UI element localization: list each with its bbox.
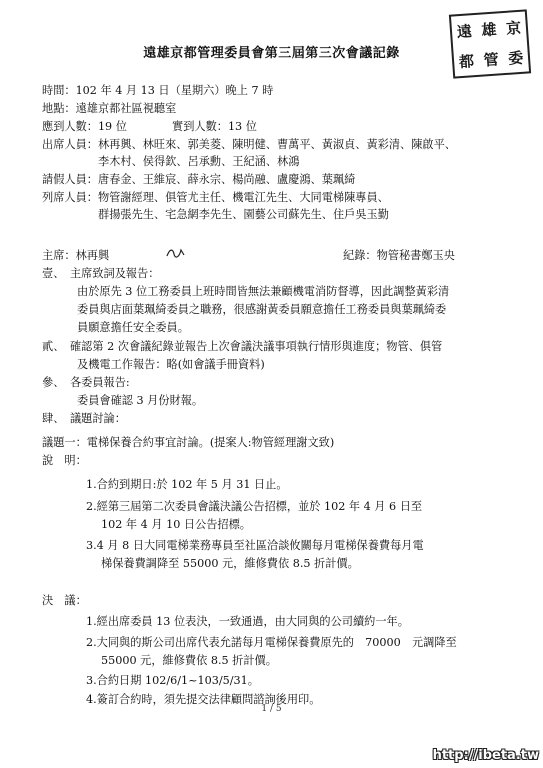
- document-title: 遠雄京都管理委員會第三屆第三次會議記錄: [143, 46, 400, 61]
- meeting-place: 地點：遠雄京都社區視聽室: [42, 102, 177, 115]
- seal-char: 雄: [480, 20, 498, 40]
- resolution-item: 3.合約日期 102/6/1~103/5/31。: [86, 674, 259, 687]
- topic-1-heading: 議題一：電梯保養合約事宜討論。(提案人:物管經理謝文致): [42, 436, 335, 449]
- section-2-text: 及機電工作報告：略(如會議手冊資料): [77, 358, 265, 371]
- resolution-label: 決 議：: [42, 594, 87, 607]
- section-1-text: 委員與店面葉珮綺委員之職務，很感謝黃委員願意擔任工務委員與葉珮綺委: [77, 303, 447, 316]
- seal-char: 遠: [456, 21, 473, 41]
- resolution-item: 1.經出席委員 13 位表決，一致通過，由大同與的公司續約一年。: [86, 615, 409, 628]
- resolution-item: 2.大同與的斯公司出席代表允諾每月電梯保養費原先的 70000 元調降至: [86, 636, 457, 649]
- seal-char: 委: [507, 48, 524, 68]
- leave-members: 請假人員：唐春金、王維宸、薛永宗、楊尚融、盧慶鴻、葉珮綺: [42, 173, 356, 186]
- attendance-actual: 實到人數：13 位: [172, 120, 257, 133]
- section-3-heading: 參、 各委員報告:: [42, 376, 130, 389]
- present-members-cont: 李木村、侯得欽、呂承勳、王紀涵、林鴻: [98, 155, 300, 168]
- resolution-item: 4.簽訂合約時，須先提交法律顧問諮詢後用印。: [86, 693, 321, 706]
- section-4-heading: 肆、 議題討論：: [42, 412, 126, 425]
- explanation-item: 1.合約到期日:於 102 年 5 月 31 日止。: [86, 478, 288, 491]
- section-1-heading: 壹、 主席致詞及報告：: [42, 267, 160, 280]
- seal-char: 都: [458, 51, 475, 71]
- present-members: 出席人員：林再興、林旺來、郭美菱、陳明健、曹萬平、黃淑貞、黃彩清、陳啟平、: [42, 138, 456, 151]
- committee-seal: [449, 9, 531, 78]
- chair-signature: [165, 246, 187, 260]
- guest-members: 列席人員：物管謝經理、俱管尤主任、機電江先生、大同電梯陳專員、: [42, 191, 389, 204]
- attendance-expected: 應到人數：19 位: [42, 120, 127, 133]
- explanation-item: 3.4 月 8 日大同電梯業務專員至社區洽談攸關每月電梯保養費每月電: [86, 539, 424, 552]
- meeting-time: 時間：102 年 4 月 13 日（星期六）晚上 7 時: [42, 84, 274, 97]
- explanation-label: 說 明：: [42, 454, 87, 467]
- explanation-item: 2.經第三屆第二次委員會議決議公告招標，並於 102 年 4 月 6 日至: [86, 500, 423, 513]
- seal-char: 管: [482, 49, 500, 69]
- section-2-heading: 貳、 確認第 2 次會議紀錄並報告上次會議決議事項執行情形與進度；物管、俱管: [42, 340, 443, 353]
- watermark: http://ibeta.tw: [432, 748, 539, 763]
- explanation-item-cont: 梯保養費調降至 55000 元，維修費依 8.5 折計價。: [101, 557, 359, 570]
- guest-members-cont: 群揚張先生、宅急網李先生、園藝公司蘇先生、住戶吳玉勤: [98, 208, 389, 221]
- section-3-text: 委員會確認 3 月份財報。: [77, 394, 204, 407]
- section-1-text: 由於原先 3 位工務委員上班時間皆無法兼顧機電消防督導，因此調整黃彩清: [77, 285, 450, 298]
- page-number: 1 / 5: [261, 704, 282, 714]
- section-1-text: 員願意擔任安全委員。: [77, 321, 189, 334]
- explanation-item-cont: 102 年 4 月 10 日公告招標。: [101, 518, 251, 531]
- recorder: 紀錄：物管秘書鄭玉央: [343, 249, 455, 262]
- resolution-item-cont: 55000 元，維修費依 8.5 折計價。: [101, 654, 277, 667]
- chairperson: 主席：林再興: [42, 249, 110, 262]
- seal-char: 京: [505, 18, 522, 38]
